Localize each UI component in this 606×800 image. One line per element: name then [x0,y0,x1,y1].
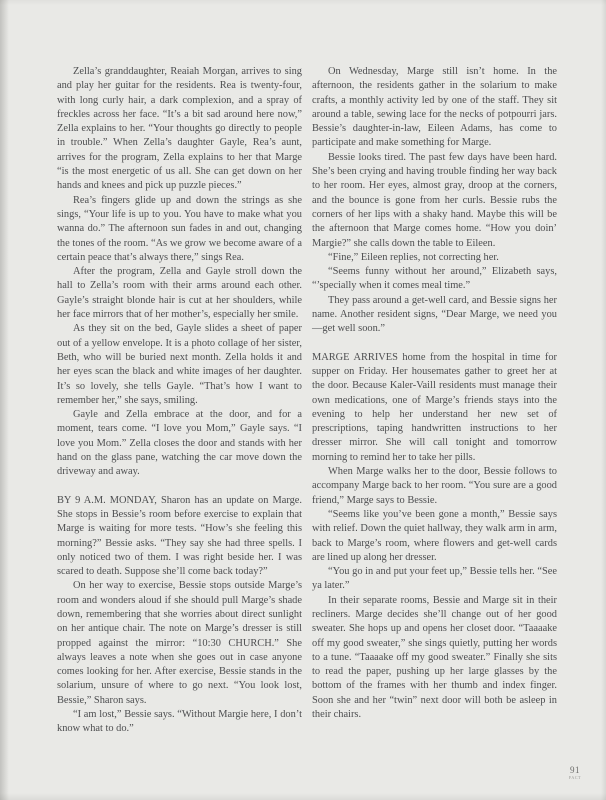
paragraph: Rea’s fingers glide up and down the strings as she sings, “Your life is up to you. You have to make what you wanna do.” The afternoon sun fades in and out, changing the tones of the room. “As we grow we become aware of a certain peace that’s always there,” sings Rea. [57,194,302,263]
section-start-paragraph: BY 9 A.M. MONDAY, Sharon has an update on Marge. She stops in Bessie’s room before exercise to explain that Marge is waiting for more tests. “How’s she feeling this morning?” Bessie asks. “They say she had three spells. I only noticed two of them. I was right beside her. I was scared to death. Suppose she’ll come back today?” [57,494,302,578]
paragraph: “I am lost,” Bessie says. “Without Margie here, I don’t know what to do.” [57,709,302,735]
paragraph: On Wednesday, Marge still isn’t home. In the afternoon, the residents gather in the solarium to make crafts, a monthly activity led by one of the staff. They sit around a table, sewing lace for the necks of potpourri jars. Bessie’s daughter-in-law, Eileen Adams, has come to participate and make something for Marge. [312,66,557,149]
paragraph: “Seems like you’ve been gone a month,” Bessie says with relief. Down the quiet hallway, they walk arm in arm, back to Marge’s room, where flowers and get-well cards are lined up along her dresser. [312,508,557,563]
page-number: 91 [570,765,580,775]
paragraph: When Marge walks her to the door, Bessie follows to accompany Marge back to her room. “You sure are a good friend,” Marge says to Bessie. [312,466,557,506]
page-footer-mark: FACT [568,775,582,780]
text-column-right [312,65,557,722]
paragraph: After the program, Zella and Gayle stroll down the hall to Zella’s room with their arms around each other. Gayle’s straight blonde hair is cut at her shoulders, while her face mirrors that of her mother’s, especially her smile. [57,266,302,321]
paragraph: As they sit on the bed, Gayle slides a sheet of paper out of a yellow envelope. It is a photo collage of her sister, Beth, who will be buried next month. Zella holds it and her eyes scan the black and white images of her daughter. It’s so lovely, she tells Gayle. “That’s how I want to remember her,” she says, smiling. [57,323,302,406]
paragraph: On her way to exercise, Bessie stops outside Marge’s room and wonders aloud if she should pull Marge’s shade down, remembering that she worries about direct sunlight on her antique chair. The note on Marge’s dresser is still propped against the mirror: “10:30 CHURCH.” She always leaves a note when she goes out in case anyone comes looking for her. After exercise, Bessie stands in the solarium, unsure of where to go next. “You look lost, Bessie,” Sharon says. [57,580,302,706]
page-footer [558,765,592,780]
section-start-paragraph: MARGE ARRIVES home from the hospital in time for supper on Friday. Her housemates gather to greet her at the door. Because Kaler-Vaill residents must manage their own medications, one of Marge’s friends stays into the evening to help her understand her new set of prescriptions, taping handwritten instructions to her dresser mirror. She will call tonight and tomorrow morning to remind her to take her pills. [312,351,557,463]
text-column-left [57,65,302,737]
paragraph: Zella’s granddaughter, Reaiah Morgan, arrives to sing and play her guitar for the residents. Rea is twenty-four, with long curly hair, a dark complexion, and a spray of freckles across her face. “It’s a bit sad around here now,” Zella explains to her. “Your thoughts go directly to people in trouble.” When Zella’s daughter Gayle, Rea’s aunt, arrives for the program, Zella explains to her that Marge “is the most energetic of us all. She can get down on her hands and knees and pick up puzzle pieces.” [57,66,302,192]
paragraph: “You go in and put your feet up,” Bessie tells her. “See ya later.” [312,566,557,592]
paragraph: They pass around a get-well card, and Bessie signs her name. Another resident signs, “Dear Marge, we need you—get well soon.” [312,294,557,335]
paragraph: “Fine,” Eileen replies, not correcting her. [328,251,499,263]
paragraph: Gayle and Zella embrace at the door, and for a moment, tears come. “I love you Mom,” Gayle says. “I love you Mom.” Zella closes the door and stands with her hand on the glass pane, watching the car move down the driveway and away. [57,409,302,478]
paragraph: Bessie looks tired. The past few days have been hard. She’s been crying and having trouble finding her way back to her room. Her eyes, almost gray, droop at the corners, and the bounce is gone from her curls. Bessie rubs the corners of her lips with a shaky hand. Maybe this will be the afternoon that Marge comes home. “How you doin’ Margie?” she calls down the table to Eileen. [312,151,557,249]
paragraph: “Seems funny without her around,” Elizabeth says, “’specially when it comes meal time.” [312,266,557,292]
paragraph: In their separate rooms, Bessie and Marge sit in their recliners. Marge decides she’ll change out of her good sweater. She hops up and opens her closet door. “Taaaake off my good sweater,” she sings quietly, putting her words to a tune. “Taaaake off my good sweater.” Finally she sits to read the paper, pushing up her large glasses by the bottom of the frames with her thumb and index finger. Soon she and her “twin” next door will both be asleep in their chairs. [312,594,557,721]
